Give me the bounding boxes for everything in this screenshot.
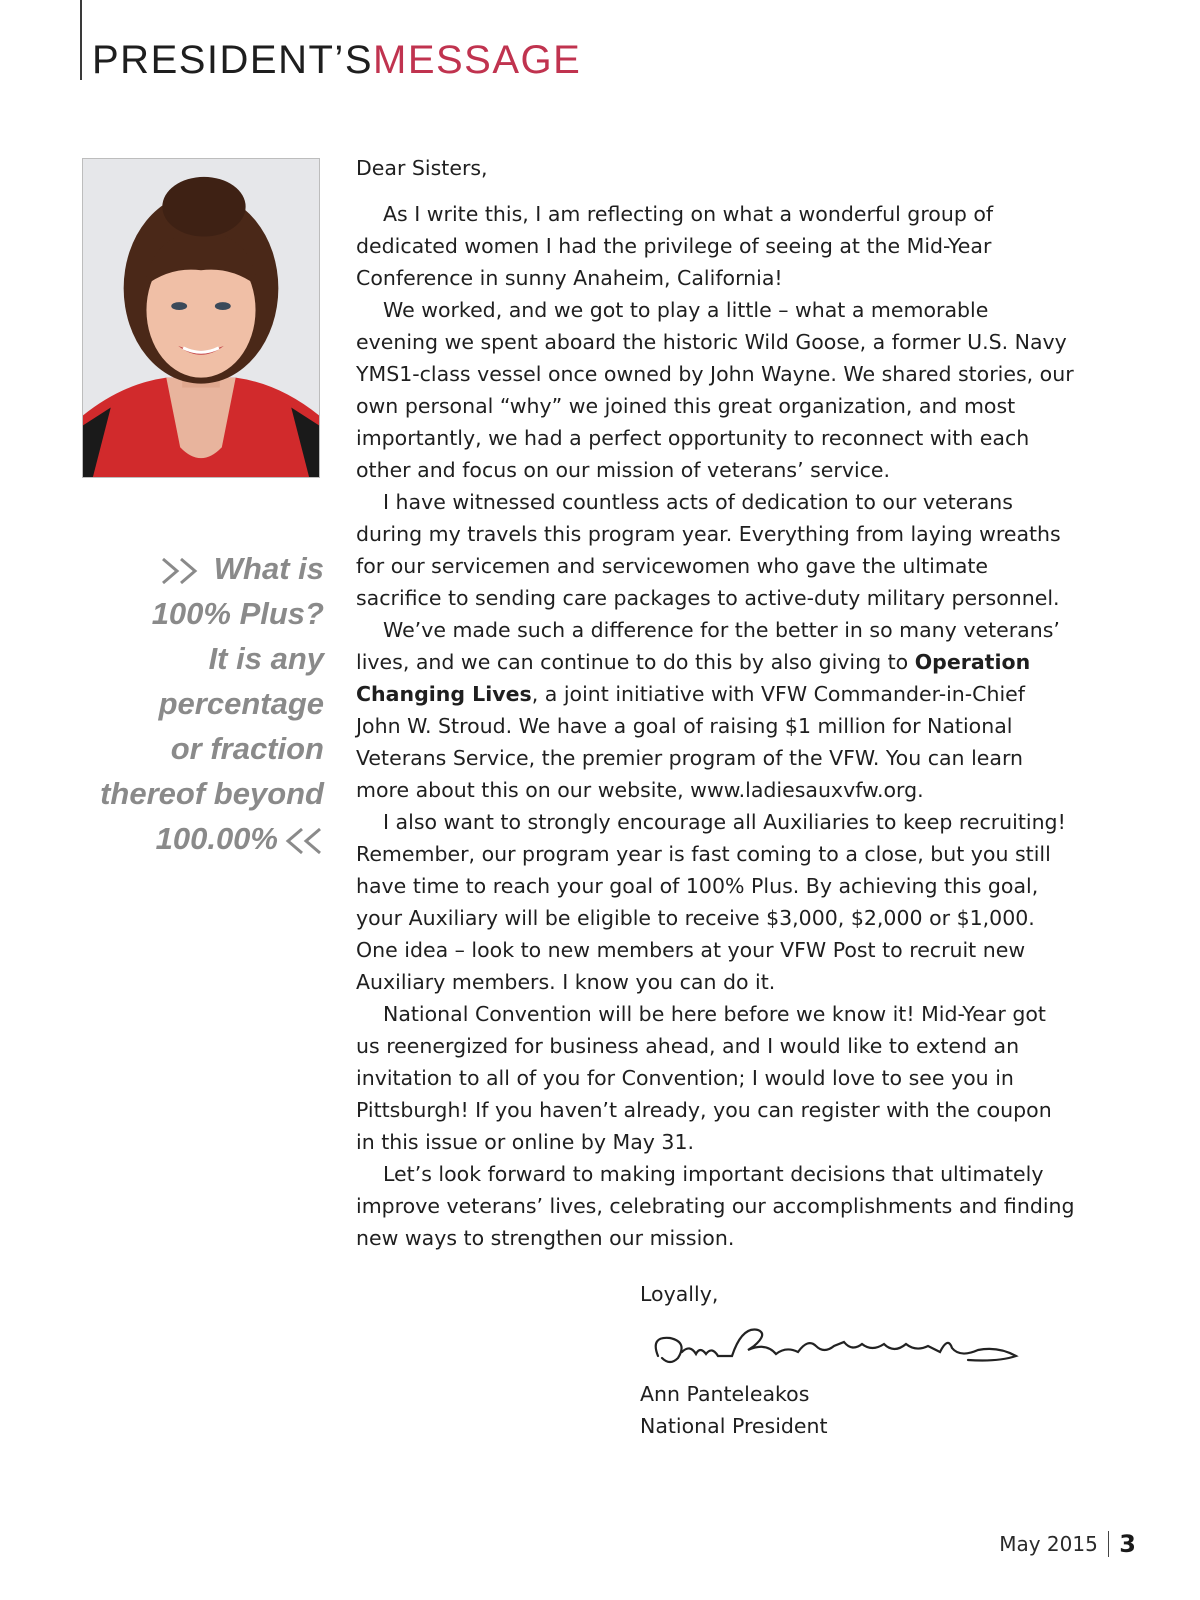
signer-title: National President — [640, 1414, 828, 1438]
letter-paragraph-7: Let’s look forward to making important decisions that ultimately improve veterans’ lives, celebrating our accomplishments and finding new ways to strengthen our mission. — [356, 1162, 1075, 1250]
pullquote-line-5: or fraction — [170, 731, 324, 766]
letter-paragraph-6: National Convention will be here before we know it! Mid-Year got us reenergized for business ahead, and I would like to extend an invitation to all of you for Convention; I would love to see you in Pittsburgh! If you haven’t already, you can register with the coupon in this issue or online by May 31. — [356, 1002, 1052, 1154]
pullquote-line-3: It is any — [208, 641, 324, 676]
signer-name: Ann Panteleakos — [640, 1382, 810, 1406]
letter-paragraph-5: I also want to strongly encourage all Auxiliaries to keep recruiting! Remember, our program year is fast coming to a close, but you still have time to reach your goal of 100% Plus. By achieving this goal, your Auxiliary will be eligible to receive $3,000, $2,000 or $1,000. One idea – look to new members at your VFW Post to recruit new Auxiliary members. I know you can do it. — [356, 810, 1066, 994]
page-title — [92, 40, 581, 80]
letter-greeting: Dear Sisters, — [356, 156, 488, 180]
page-number: 3 — [1119, 1530, 1136, 1558]
double-chevron-left-icon — [278, 826, 324, 856]
letter-paragraph-1: As I write this, I am reflecting on what a wonderful group of dedicated women I had the privilege of seeing at the Mid-Year Conference in sunny Anaheim, California! — [356, 202, 994, 290]
footer-divider — [1108, 1531, 1110, 1557]
double-chevron-right-icon — [159, 556, 205, 586]
pullquote — [84, 546, 324, 861]
issue-date: May 2015 — [999, 1532, 1098, 1556]
page-title-part1: PRESIDENT’S — [92, 38, 373, 82]
letter-body — [356, 152, 1076, 1254]
operation-changing-lives: Operation Changing Lives — [356, 650, 1031, 706]
signer-block — [640, 1378, 828, 1442]
pullquote-line-4: percentage — [158, 686, 324, 721]
letter-paragraph-2: We worked, and we got to play a little – what a memorable evening we spent aboard the historic Wild Goose, a former U.S. Navy YMS1-class vessel once owned by John Wayne. We shared stories, our own personal “why” we joined this great organization, and most importantly, we had a perfect opportunity to reconnect with each other and focus on our mission of veterans’ service. — [356, 298, 1074, 482]
president-portrait — [82, 158, 320, 478]
pullquote-line-6: thereof beyond — [100, 776, 324, 811]
pullquote-line-1: What is — [84, 546, 324, 591]
signature — [648, 1316, 1028, 1378]
header-rule — [80, 0, 82, 80]
letter-paragraph-3: I have witnessed countless acts of dedication to our veterans during my travels this program year. Everything from laying wreaths for our servicemen and servicewomen who gave the ultimate sacrifice to sending care packages to active-duty military personnel. — [356, 490, 1061, 610]
page-footer — [999, 1530, 1136, 1558]
pullquote-line-2: 100% Plus? — [151, 596, 324, 631]
page-title-part2: MESSAGE — [373, 38, 582, 82]
letter-paragraph-4: We’ve made such a difference for the better in so many veterans’ lives, and we can continue to do this by also giving to Operation Changing Lives, a joint initiative with VFW Commander-in-Chief John W. Stroud. We have a goal of raising $1 million for National Veterans Service, the premier program of the VFW. You can learn more about this on our website, www.ladiesauxvfw.org. — [356, 618, 1060, 802]
pullquote-line-7: 100.00% — [84, 816, 324, 861]
valediction: Loyally, — [640, 1282, 719, 1306]
